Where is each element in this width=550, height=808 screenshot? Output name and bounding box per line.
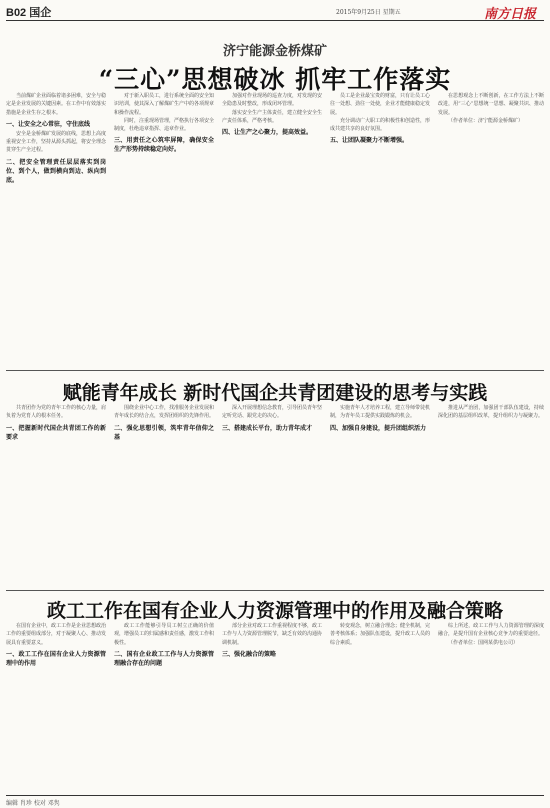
article3-column [222, 622, 322, 790]
divider [6, 370, 544, 371]
article1-headline: “三心”思想破冰 抓牢工作落实 [98, 65, 452, 94]
section-subheading: 二、把安全管理责任层层落实到岗位、到个人，做到横向到边、纵向到底。 [6, 158, 106, 184]
section-subheading: 五、让团队凝聚力不断增强。 [330, 137, 409, 145]
body-paragraph: （作者单位：国网某供电公司） [448, 639, 519, 646]
article2-column [222, 404, 322, 586]
body-paragraph: 在思想观念上不断创新，在工作方法上不断改进，用“三心”思想统一思想、凝聚共识、推动发展。 [438, 93, 544, 116]
article3-headline: 政工工作在国有企业人力资源管理中的作用及融合策略 [46, 600, 503, 622]
section-subheading: 二、国有企业政工工作与人力资源管理融合存在的问题 [114, 650, 214, 667]
body-paragraph: 安全是金桥煤矿发展的底线，思想上高度重视安全工作，坚持从源头抓起，将安全理念贯穿生产全过程。 [6, 130, 106, 154]
body-paragraph: 实施青年人才培养工程，建立导师带徒机制，为青年员工提供实践锻炼的机会。 [330, 405, 430, 420]
article1-column [114, 92, 214, 364]
article2-column [114, 404, 214, 586]
body-paragraph: 充分调动广大职工的积极性和创造性，形成共建共享的良好氛围。 [330, 117, 430, 133]
body-paragraph: 综上所述，政工工作与人力资源管理的深度融合，是提升国有企业核心竞争力的重要途径。 [438, 623, 544, 638]
body-paragraph: 政工工作能够引导员工树立正确的价值观，增强员工的归属感和责任感，激发工作积极性。 [114, 623, 214, 646]
article3-column [114, 622, 214, 790]
body-paragraph: 同时，注重现场管理，严格执行各项安全制度，杜绝违章指挥、违章作业。 [114, 117, 214, 133]
article1-column [330, 92, 430, 364]
section-subheading: 三、搭建成长平台，助力青年成才 [222, 424, 313, 432]
body-paragraph: 加强对作业现场的巡查力度，对发现的安全隐患及时整改，形成闭环管理。 [222, 93, 322, 108]
section-subheading: 一、政工工作在国有企业人力资源管理中的作用 [6, 650, 106, 667]
article2-headline: 赋能青年成长 新时代国企共青团建设的思考与实践 [62, 382, 488, 404]
body-paragraph: 推进从严治团，加强团干部队伍建设，持续深化团的基层组织改革，提升组织力与凝聚力。 [438, 405, 544, 420]
article3-column [330, 622, 430, 790]
article2-column [438, 404, 544, 586]
issue-date: 2015年9月25日 星期五 [336, 9, 401, 16]
article1-column [6, 92, 106, 364]
body-paragraph: 转变观念，树立融合理念；健全机制，完善考核体系；加强队伍建设，提升政工人员的综合素质。 [330, 623, 430, 646]
body-paragraph: 当前煤矿企业面临着诸多困难，安全与稳定是企业发展的关键因素。在工作中有效落实措施是企业生存之根本。 [6, 93, 106, 116]
body-paragraph: 员工是企业最宝贵的财富，只有让员工心往一处想、劲往一处使，企业才能健康稳定发展。 [330, 93, 430, 116]
section-subheading: 三、强化融合的策略 [222, 650, 277, 658]
section-subheading: 二、强化思想引领，筑牢青年信仰之基 [114, 424, 214, 441]
section-subheading: 一、把握新时代国企共青团工作的新要求 [6, 424, 106, 441]
body-paragraph: 部分企业对政工工作重视程度不够，政工工作与人力资源管理脱节，缺乏有效的沟通协调机制。 [222, 623, 322, 646]
article1-column [222, 92, 322, 364]
section-subheading: 四、加强自身建设，提升团组织活力 [330, 424, 427, 432]
body-paragraph: （作者单位：济宁能源金桥煤矿） [448, 117, 524, 124]
page-footer: 编辑 肖珍 校对 邓隽 [6, 795, 544, 807]
article3-column [438, 622, 544, 790]
body-paragraph: 深入开展理想信念教育，引导团员青年坚定听党话、跟党走的决心。 [222, 405, 322, 420]
body-paragraph: 对于新入职员工，进行系统全面的安全知识培训，使其深入了解煤矿生产中的各项规章和操作流程。 [114, 93, 214, 116]
body-paragraph: 共青团作为党的青年工作的核心力量，肩负着为党育人的根本任务。 [6, 405, 106, 420]
article2-column [330, 404, 430, 586]
page-header [6, 4, 544, 21]
body-paragraph: 围绕企业中心工作，找准服务企业发展和青年成长的结合点，发挥团组织的先锋作用。 [114, 405, 214, 420]
section-subheading: 三、用责任之心筑牢屏障，确保安全生产形势持续稳定向好。 [114, 137, 214, 154]
body-paragraph: 落实安全生产主体责任，建立健全安全生产责任体系，严格考核。 [222, 109, 322, 124]
body-paragraph: 在国有企业中，政工工作是企业思想政治工作的重要组成部分，对于凝聚人心、推动发展具有重要意义。 [6, 623, 106, 646]
divider [6, 590, 544, 591]
section-subheading: 四、让生产之心聚力，提高效益。 [222, 129, 313, 137]
newspaper-logo: 南方日报 [483, 7, 536, 22]
article2-column [6, 404, 106, 586]
article1-column [438, 92, 544, 364]
section-label: B02 国企 [6, 7, 52, 19]
article3-column [6, 622, 106, 790]
article1-subtitle: 济宁能源金桥煤矿 [222, 44, 327, 59]
section-subheading: 一、让安全之心常驻，守住底线 [6, 120, 91, 128]
